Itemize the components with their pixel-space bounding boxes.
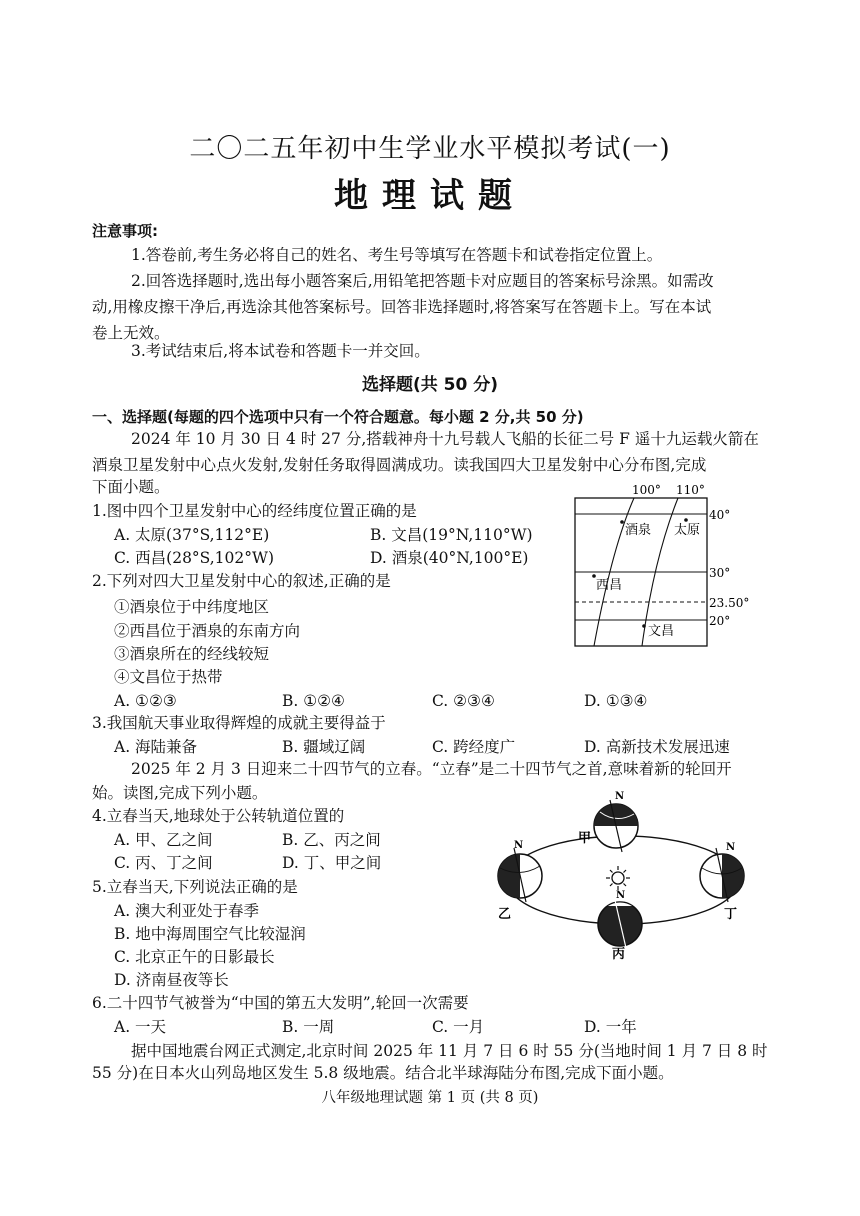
exam-title: 二〇二五年初中生学业水平模拟考试(一) <box>189 134 671 164</box>
earth-ding <box>700 842 744 902</box>
section-subheading: 一、选择题(每题的四个选项中只有一个符合题意。每小题 2 分,共 50 分) <box>92 408 584 426</box>
lat-label-30: 30° <box>709 566 731 580</box>
q5-option-a: A. 澳大利亚处于春季 <box>114 902 260 920</box>
sun-icon <box>612 872 624 884</box>
notice-item-2: 2.回答选择题时,选出每小题答案后,用铅笔把答题卡对应题目的答案标号涂黑。如需改 <box>131 272 714 290</box>
city-xichang: 西昌 <box>596 578 623 593</box>
subject-title: 地理试题 <box>334 176 526 216</box>
launch-center-map <box>570 478 760 650</box>
intro1-line-1: 2024 年 10 月 30 日 4 时 27 分,搭载神舟十九号载人飞船的长征二号 F 遥十九运载火箭在 <box>131 430 759 448</box>
notice-item-2-end: 卷上无效。 <box>92 324 170 342</box>
q1-option-a: A. 太原(37°S,112°E) <box>114 526 270 544</box>
intro3-line-1: 据中国地震台网正式测定,北京时间 2025 年 11 月 7 日 6 时 55 分(当地时间 1 月 7 日 8 时 <box>131 1042 768 1060</box>
q1-option-b: B. 文昌(19°N,110°W) <box>370 526 533 544</box>
q6-option-d: D. 一年 <box>584 1018 637 1036</box>
intro2-line-2: 始。读图,完成下列小题。 <box>92 784 268 802</box>
q5-stem: 5.立春当天,下列说法正确的是 <box>92 878 298 896</box>
q6-option-a: A. 一天 <box>114 1018 167 1036</box>
taiyuan-dot <box>684 518 688 522</box>
intro3-line-2: 55 分)在日本火山列岛地区发生 5.8 级地震。结合北半球海陆分布图,完成下面小题。 <box>92 1064 674 1082</box>
q3-option-d: D. 高新技术发展迅速 <box>584 738 730 756</box>
city-wenchang: 文昌 <box>648 624 675 639</box>
q2-option-b: B. ①②④ <box>282 692 345 710</box>
q5-option-b: B. 地中海周围空气比较湿润 <box>114 925 306 943</box>
city-taiyuan: 太原 <box>674 523 701 538</box>
q2-statement-4: ④文昌位于热带 <box>114 668 223 686</box>
q2-statement-2: ②西昌位于酒泉的东南方向 <box>114 622 301 640</box>
notice-item-3: 3.考试结束后,将本试卷和答题卡一并交回。 <box>131 342 430 360</box>
q2-option-a: A. ①②③ <box>114 692 177 710</box>
intro1-line-3: 下面小题。 <box>92 478 170 496</box>
intro1-line-2: 酒泉卫星发射中心点火发射,发射任务取得圆满成功。读我国四大卫星发射中心分布图,完成 <box>92 456 707 474</box>
lat-label-23.5: 23.50° <box>709 596 750 610</box>
section-heading: 选择题(共 50 分) <box>361 375 499 395</box>
q4-option-b: B. 乙、丙之间 <box>282 831 381 849</box>
earth-orbit-diagram <box>490 790 760 960</box>
q2-stem: 2.下列对四大卫星发射中心的叙述,正确的是 <box>92 572 391 590</box>
notice-item-1: 1.答卷前,考生务必将自己的姓名、考生号等填写在答题卡和试卷指定位置上。 <box>131 246 663 264</box>
q2-option-d: D. ①③④ <box>584 692 648 710</box>
axis-n-bing: N <box>616 890 626 901</box>
earth-yi <box>498 840 542 902</box>
q4-option-d: D. 丁、甲之间 <box>282 854 382 872</box>
lat-label-20: 20° <box>709 614 731 628</box>
q6-option-b: B. 一周 <box>282 1018 335 1036</box>
q2-statement-1: ①酒泉位于中纬度地区 <box>114 598 270 616</box>
earth-jia <box>594 791 638 852</box>
notice-item-2-cont: 动,用橡皮擦干净后,再选涂其他答案标号。回答非选择题时,将答案写在答题卡上。写在本试 <box>92 298 712 316</box>
wenchang-dot <box>642 624 646 628</box>
q3-stem: 3.我国航天事业取得辉煌的成就主要得益于 <box>92 714 386 732</box>
label-bing: 丙 <box>612 947 626 960</box>
earth-bing <box>598 890 642 948</box>
axis-n-ding: N <box>726 842 736 853</box>
q3-option-a: A. 海陆兼备 <box>114 738 198 756</box>
page-footer: 八年级地理试题 第 1 页 (共 8 页) <box>321 1090 539 1106</box>
sun-rays <box>606 866 630 890</box>
lon-label-100: 100° <box>632 483 661 497</box>
label-jia: 甲 <box>578 831 592 846</box>
q2-option-c: C. ②③④ <box>432 692 495 710</box>
jiuquan-dot <box>620 520 624 524</box>
q1-option-c: C. 西昌(28°S,102°W) <box>114 549 274 567</box>
intro2-line-1: 2025 年 2 月 3 日迎来二十四节气的立春。“立春”是二十四节气之首,意味着新的轮回开 <box>131 760 732 778</box>
lat-label-40: 40° <box>709 508 731 522</box>
label-ding: 丁 <box>724 907 738 922</box>
label-yi: 乙 <box>498 907 512 922</box>
city-jiuquan: 酒泉 <box>625 523 652 538</box>
q2-statement-3: ③酒泉所在的经线较短 <box>114 645 270 663</box>
q5-option-d: D. 济南昼夜等长 <box>114 971 229 989</box>
q4-option-a: A. 甲、乙之间 <box>114 831 213 849</box>
axis-n-yi: N <box>514 840 524 851</box>
q4-option-c: C. 丙、丁之间 <box>114 854 213 872</box>
q1-stem: 1.图中四个卫星发射中心的经纬度位置正确的是 <box>92 502 417 520</box>
q6-stem: 6.二十四节气被誉为“中国的第五大发明”,轮回一次需要 <box>92 994 469 1012</box>
notice-heading: 注意事项: <box>92 222 158 240</box>
q3-option-b: B. 疆域辽阔 <box>282 738 366 756</box>
axis-n-jia: N <box>615 791 625 802</box>
q6-option-c: C. 一月 <box>432 1018 485 1036</box>
q4-stem: 4.立春当天,地球处于公转轨道位置的 <box>92 807 345 825</box>
q3-option-c: C. 跨经度广 <box>432 738 516 756</box>
q5-option-c: C. 北京正午的日影最长 <box>114 948 275 966</box>
q1-option-d: D. 酒泉(40°N,100°E) <box>370 549 529 567</box>
lon-label-110: 110° <box>676 483 705 497</box>
